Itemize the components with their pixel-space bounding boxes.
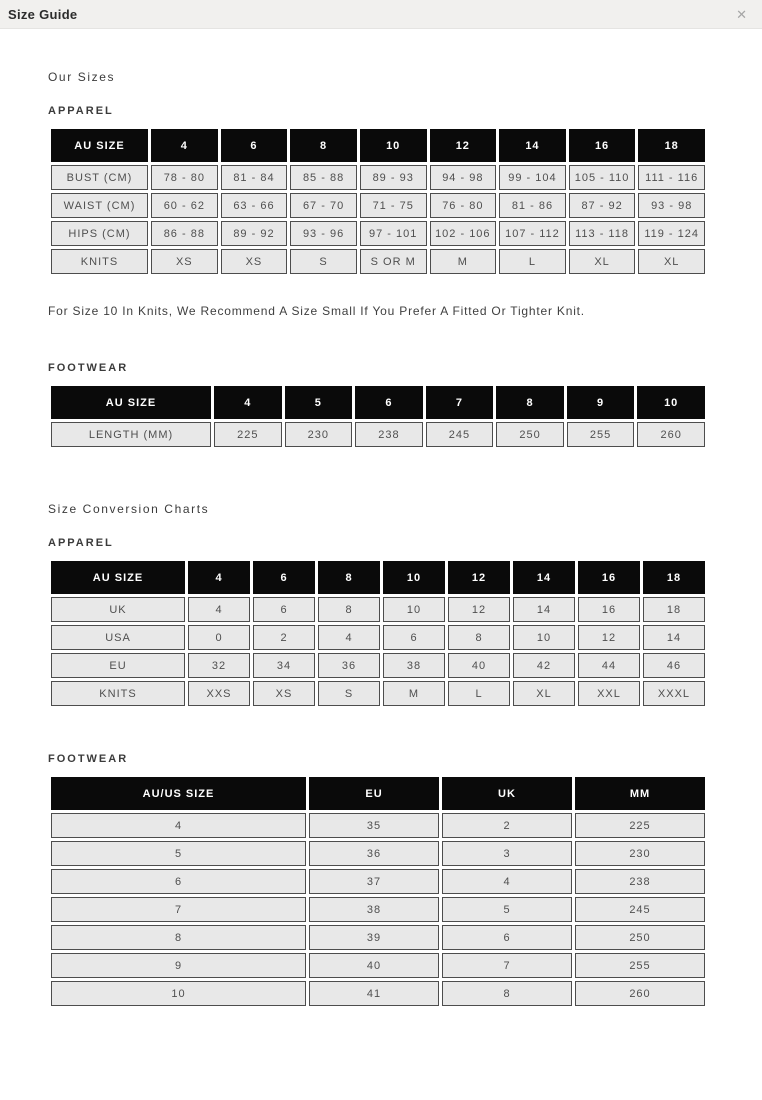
table-cell: 40 [309,953,439,978]
column-header: 6 [355,386,423,419]
table-row [51,249,705,274]
table-cell: 97 - 101 [360,221,427,246]
table-row [51,221,705,246]
table-cell: 9 [51,953,306,978]
table-cell: 94 - 98 [430,165,497,190]
table-cell: LENGTH (MM) [51,422,211,447]
table-cell: 38 [383,653,445,678]
table-cell: 111 - 116 [638,165,705,190]
apparel-label: APPAREL [48,105,114,117]
table-cell: 39 [309,925,439,950]
table-cell: 4 [318,625,380,650]
table-cell: 89 - 93 [360,165,427,190]
column-header: AU/US SIZE [51,777,306,810]
table-cell: XXL [578,681,640,706]
table-cell: 8 [318,597,380,622]
table-cell: 5 [442,897,572,922]
column-header: EU [309,777,439,810]
table-cell: 42 [513,653,575,678]
table-row [51,953,705,978]
table-cell: XS [253,681,315,706]
table-cell: 4 [442,869,572,894]
table-cell: 255 [575,953,705,978]
our-sizes-heading: Our Sizes [48,70,116,84]
table-row [51,422,705,447]
table-row [51,653,705,678]
table-cell: 4 [51,813,306,838]
column-header: 8 [496,386,564,419]
table-cell: XXXL [643,681,705,706]
table-cell: 89 - 92 [221,221,288,246]
table-cell: 230 [575,841,705,866]
table-cell: 230 [285,422,353,447]
table-cell: 12 [578,625,640,650]
column-header: 12 [448,561,510,594]
column-header: 16 [569,129,636,162]
table-cell: 7 [51,897,306,922]
table-cell: WAIST (CM) [51,193,148,218]
table-cell: 16 [578,597,640,622]
table-row [51,925,705,950]
footwear-label: FOOTWEAR [48,362,129,374]
table-cell: S [318,681,380,706]
conversion-apparel-label: APPAREL [48,537,114,549]
table-cell: 2 [253,625,315,650]
table-cell: 119 - 124 [638,221,705,246]
table-header-row [51,386,705,419]
column-header: 6 [253,561,315,594]
conversion-footwear-label: FOOTWEAR [48,753,129,765]
close-icon[interactable]: ✕ [736,6,747,22]
table-cell: 238 [575,869,705,894]
column-header: 14 [513,561,575,594]
knits-note: For Size 10 In Knits, We Recommend A Size Small If You Prefer A Fitted Or Tighter Knit. [48,304,585,318]
table-cell: XL [513,681,575,706]
table-cell: XS [151,249,218,274]
column-header: 8 [318,561,380,594]
column-header: 18 [643,561,705,594]
table-cell: 245 [426,422,494,447]
table-cell: 32 [188,653,250,678]
table-cell: XXS [188,681,250,706]
table-row [51,597,705,622]
conversion-heading: Size Conversion Charts [48,502,210,516]
table-cell: 8 [448,625,510,650]
table-cell: 93 - 98 [638,193,705,218]
column-header: 6 [221,129,288,162]
table-cell: 60 - 62 [151,193,218,218]
table-cell: 12 [448,597,510,622]
table-cell: 85 - 88 [290,165,357,190]
table-cell: 6 [383,625,445,650]
table-cell: 0 [188,625,250,650]
column-header: 4 [188,561,250,594]
table-cell: 6 [253,597,315,622]
table-cell: L [499,249,566,274]
table-row [51,841,705,866]
column-header: 5 [285,386,353,419]
conversion-footwear-table [48,774,708,1009]
table-cell: BUST (CM) [51,165,148,190]
table-cell: 245 [575,897,705,922]
table-cell: S [290,249,357,274]
table-cell: 41 [309,981,439,1006]
table-row [51,981,705,1006]
table-cell: 10 [513,625,575,650]
table-cell: 238 [355,422,423,447]
table-cell: 87 - 92 [569,193,636,218]
column-header: AU SIZE [51,129,148,162]
table-cell: HIPS (CM) [51,221,148,246]
table-cell: 99 - 104 [499,165,566,190]
table-cell: 46 [643,653,705,678]
table-cell: 93 - 96 [290,221,357,246]
table-cell: 4 [188,597,250,622]
table-cell: 113 - 118 [569,221,636,246]
table-row [51,869,705,894]
column-header: 10 [383,561,445,594]
table-cell: 7 [442,953,572,978]
table-cell: 14 [513,597,575,622]
table-cell: 78 - 80 [151,165,218,190]
column-header: AU SIZE [51,561,185,594]
table-cell: 37 [309,869,439,894]
table-cell: 36 [309,841,439,866]
table-cell: XL [569,249,636,274]
table-cell: 86 - 88 [151,221,218,246]
column-header: 16 [578,561,640,594]
column-header: UK [442,777,572,810]
table-cell: 6 [442,925,572,950]
table-cell: 225 [214,422,282,447]
table-cell: 18 [643,597,705,622]
table-cell: 71 - 75 [360,193,427,218]
table-cell: 250 [575,925,705,950]
our-sizes-footwear-table [48,383,708,450]
table-cell: KNITS [51,681,185,706]
table-cell: 3 [442,841,572,866]
column-header: 12 [430,129,497,162]
column-header: 14 [499,129,566,162]
table-cell: XS [221,249,288,274]
table-cell: USA [51,625,185,650]
table-cell: 260 [575,981,705,1006]
column-header: 18 [638,129,705,162]
table-cell: 36 [318,653,380,678]
table-cell: 10 [383,597,445,622]
modal-header [0,0,762,29]
table-cell: XL [638,249,705,274]
table-cell: 44 [578,653,640,678]
table-cell: 260 [637,422,705,447]
table-row [51,193,705,218]
table-cell: UK [51,597,185,622]
table-cell: 40 [448,653,510,678]
modal-title: Size Guide [8,6,78,22]
table-cell: 250 [496,422,564,447]
column-header: 10 [360,129,427,162]
conversion-apparel-table [48,558,708,709]
column-header: 9 [567,386,635,419]
table-cell: 63 - 66 [221,193,288,218]
table-row [51,897,705,922]
table-cell: 34 [253,653,315,678]
table-header-row [51,777,705,810]
column-header: MM [575,777,705,810]
table-cell: 8 [442,981,572,1006]
column-header: 7 [426,386,494,419]
table-cell: EU [51,653,185,678]
table-cell: 35 [309,813,439,838]
table-header-row [51,129,705,162]
table-cell: 102 - 106 [430,221,497,246]
column-header: 10 [637,386,705,419]
table-row [51,625,705,650]
table-cell: S OR M [360,249,427,274]
table-cell: 5 [51,841,306,866]
table-cell: 14 [643,625,705,650]
table-cell: 225 [575,813,705,838]
column-header: AU SIZE [51,386,211,419]
table-header-row [51,561,705,594]
table-cell: KNITS [51,249,148,274]
column-header: 4 [151,129,218,162]
table-cell: 67 - 70 [290,193,357,218]
table-cell: 8 [51,925,306,950]
table-cell: 81 - 84 [221,165,288,190]
column-header: 4 [214,386,282,419]
table-cell: 10 [51,981,306,1006]
table-row [51,165,705,190]
table-cell: M [430,249,497,274]
table-cell: 76 - 80 [430,193,497,218]
table-cell: 81 - 86 [499,193,566,218]
table-cell: 38 [309,897,439,922]
table-cell: 2 [442,813,572,838]
table-cell: L [448,681,510,706]
table-row [51,813,705,838]
table-cell: 255 [567,422,635,447]
table-cell: 105 - 110 [569,165,636,190]
table-cell: 107 - 112 [499,221,566,246]
our-sizes-apparel-table [48,126,708,277]
table-cell: 6 [51,869,306,894]
table-cell: M [383,681,445,706]
column-header: 8 [290,129,357,162]
size-guide-content [0,70,762,1069]
table-row [51,681,705,706]
